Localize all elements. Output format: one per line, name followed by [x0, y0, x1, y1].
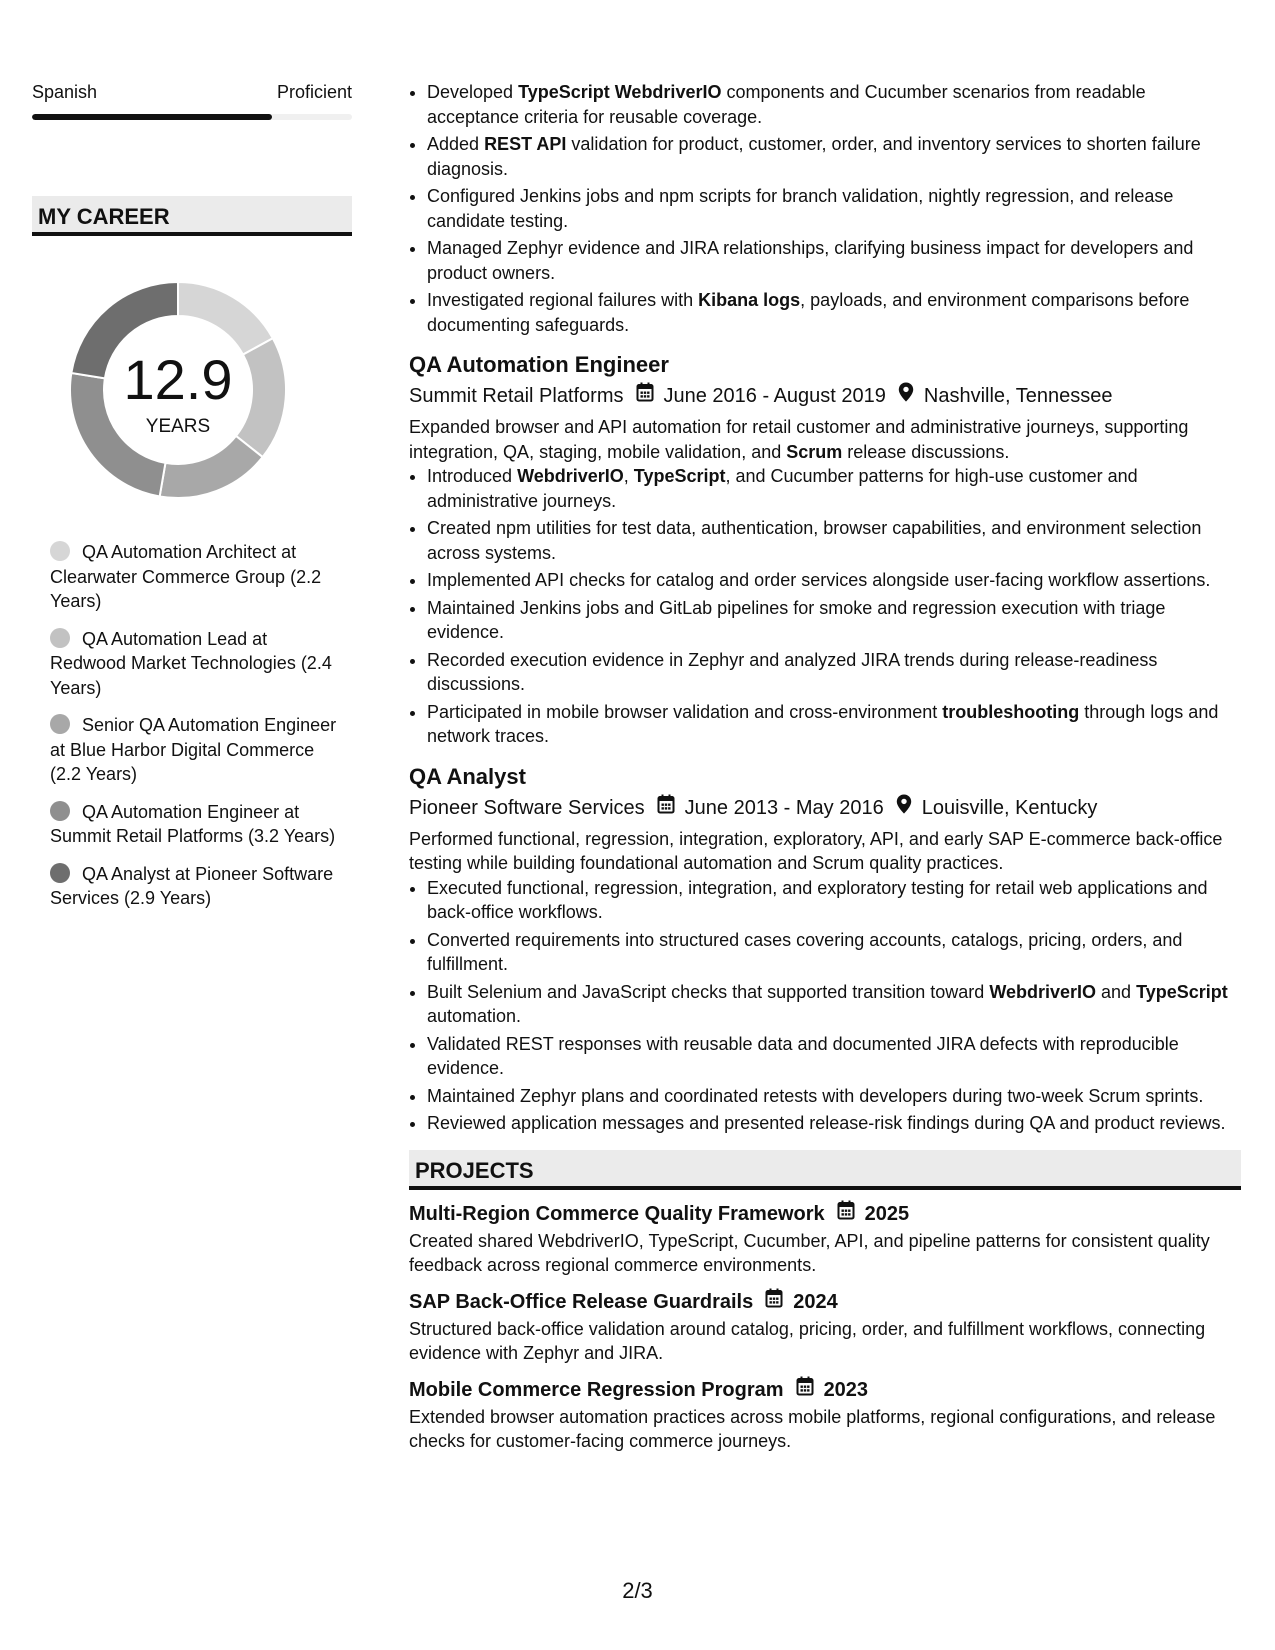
career-legend-item	[50, 713, 340, 787]
project-title: Multi-Region Commerce Quality Framework	[409, 1202, 825, 1225]
legend-dot-4	[50, 801, 70, 821]
job-dates: June 2016 - August 2019	[663, 385, 886, 407]
project-year: 2023	[823, 1378, 869, 1401]
company-name: Pioneer Software Services	[409, 796, 645, 819]
language-level: Proficient	[276, 82, 352, 102]
legend-dot-2	[50, 628, 70, 648]
job-bullets	[409, 876, 1241, 1136]
job-description: Expanded browser and API automation for retail customer and administrative journeys, supporting integration, QA, staging, mobile validation, and Scrum release discussions.	[409, 417, 1189, 462]
bullet-item: • Reviewed application messages and presented release-risk findings during QA and product reviews.	[427, 1111, 1241, 1136]
calendar-icon	[796, 1375, 814, 1405]
project-description: Created shared WebdriverIO, TypeScript, Cucumber, API, and pipeline patterns for consistent quality feedback across regional commerce environments.	[409, 1230, 1210, 1275]
career-legend-item	[50, 862, 340, 911]
page-number: 2/3	[622, 1578, 653, 1603]
location-pin-icon	[898, 379, 914, 413]
bullet-item: • Executed functional, regression, integration, and exploratory testing for retail web applications and back-office workflows.	[427, 876, 1241, 925]
project-year: 2025	[864, 1202, 910, 1225]
project-entry	[409, 1287, 1241, 1366]
language-proficiency-bar	[32, 114, 352, 120]
location-pin-icon	[896, 791, 912, 825]
bullet-item: • Maintained Zephyr plans and coordinated retests with developers during two-week Scrum sprints.	[427, 1084, 1241, 1109]
legend-dot-1	[50, 541, 70, 561]
project-entry	[409, 1199, 1241, 1278]
project-entry	[409, 1375, 1241, 1454]
bullet-item: • Added REST API validation for product, customer, order, and inventory services to shorten failure diagnosis.	[427, 132, 1241, 181]
career-legend-text: QA Automation Engineer at Summit Retail Platforms (3.2 Years)	[50, 801, 336, 846]
project-title: Mobile Commerce Regression Program	[409, 1378, 784, 1401]
job-dates: June 2013 - May 2016	[684, 796, 884, 819]
previous-role-bullets	[409, 80, 1241, 337]
career-legend-text: QA Automation Architect at Clearwater Commerce Group (2.2 Years)	[50, 542, 322, 611]
project-description: Structured back-office validation around catalog, pricing, order, and fulfillment workflows, connecting evidence with Zephyr and JIRA.	[409, 1318, 1206, 1363]
bullet-item: • Maintained Jenkins jobs and GitLab pipelines for smoke and regression execution with triage evidence.	[427, 596, 1241, 645]
job-title: QA Automation Engineer	[409, 352, 669, 377]
total-years-value: 12.9	[123, 348, 233, 411]
job-title: QA Analyst	[409, 763, 526, 789]
donut-segment-3	[160, 436, 263, 498]
calendar-icon	[765, 1287, 783, 1317]
career-legend-item	[50, 800, 340, 849]
calendar-icon	[657, 791, 675, 825]
project-title: SAP Back-Office Release Guardrails	[409, 1290, 754, 1313]
job-location: Louisville, Kentucky	[921, 796, 1098, 819]
project-year: 2024	[793, 1290, 838, 1313]
career-legend-text: QA Analyst at Pioneer Software Services (2.9 Years)	[50, 863, 334, 908]
career-legend	[50, 540, 340, 924]
bullet-item: • Introduced WebdriverIO, TypeScript, and Cucumber patterns for high-use customer and administrative journeys.	[427, 464, 1241, 513]
legend-dot-5	[50, 863, 70, 883]
total-years-unit: YEARS	[145, 416, 211, 437]
language-name: Spanish	[32, 82, 98, 102]
bullet-item: • Participated in mobile browser validation and cross-environment troubleshooting through logs and network traces.	[427, 700, 1241, 749]
main-content	[409, 80, 1241, 1454]
donut-segment-1	[178, 282, 273, 355]
job-entry	[409, 763, 1241, 1136]
career-donut-chart	[66, 278, 290, 502]
job-bullets	[409, 464, 1241, 749]
language-row	[32, 82, 352, 103]
projects-heading: PROJECTS	[409, 1150, 1241, 1190]
bullet-item: • Recorded execution evidence in Zephyr and analyzed JIRA trends during release-readiness discussions.	[427, 648, 1241, 697]
career-heading: MY CAREER	[32, 196, 352, 236]
project-description: Extended browser automation practices across mobile platforms, regional configurations, and release checks for customer-facing commerce journeys.	[409, 1406, 1216, 1451]
bullet-item: • Created npm utilities for test data, authentication, browser capabilities, and environment selection across systems.	[427, 516, 1241, 565]
bullet-item: • Investigated regional failures with Kibana logs, payloads, and environment comparisons before documenting safeguards.	[427, 288, 1241, 337]
career-legend-text: QA Automation Lead at Redwood Market Technologies (2.4 Years)	[50, 628, 332, 698]
bullet-item: • Implemented API checks for catalog and order services alongside user-facing workflow assertions.	[427, 568, 1241, 593]
job-meta	[409, 379, 1241, 413]
job-entry	[409, 351, 1241, 749]
legend-dot-3	[50, 714, 70, 734]
project-title-row	[409, 1375, 1241, 1405]
project-title-row	[409, 1199, 1241, 1229]
bullet-item: • Built Selenium and JavaScript checks that supported transition toward WebdriverIO and TypeScript automation.	[427, 980, 1241, 1029]
career-legend-item	[50, 540, 340, 614]
career-legend-text: Senior QA Automation Engineer at Blue Harbor Digital Commerce (2.2 Years)	[50, 715, 337, 784]
bullet-item: • Configured Jenkins jobs and npm scripts for branch validation, nightly regression, and release candidate testing.	[427, 184, 1241, 233]
calendar-icon	[636, 379, 654, 413]
bullet-item: • Developed TypeScript WebdriverIO components and Cucumber scenarios from readable acceptance criteria for reusable coverage.	[427, 80, 1241, 129]
language-proficiency-fill	[32, 114, 272, 120]
bullet-item: • Converted requirements into structured cases covering accounts, catalogs, pricing, orders, and fulfillment.	[427, 928, 1241, 977]
job-location: Nashville, Tennessee	[923, 385, 1113, 407]
job-description: Performed functional, regression, integration, exploratory, API, and early SAP E-commerce back-office testing while building foundational automation and Scrum quality practices.	[409, 828, 1223, 873]
calendar-icon	[837, 1199, 855, 1229]
career-legend-item	[50, 627, 340, 701]
job-meta	[409, 791, 1241, 825]
bullet-item: • Managed Zephyr evidence and JIRA relationships, clarifying business impact for developers and product owners.	[427, 236, 1241, 285]
company-name: Summit Retail Platforms	[409, 385, 624, 407]
project-title-row	[409, 1287, 1241, 1317]
bullet-item: • Validated REST responses with reusable data and documented JIRA defects with reproducible evidence.	[427, 1032, 1241, 1081]
